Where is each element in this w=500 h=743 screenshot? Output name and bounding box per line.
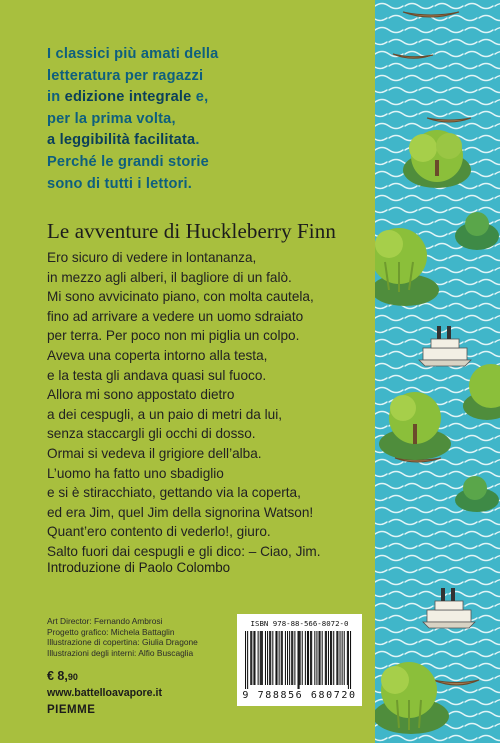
blurb-text: e, — [191, 89, 209, 106]
excerpt-line: a dei cespugli, a un paio di metri da lui, — [47, 406, 283, 422]
blurb-highlight: edizione integrale — [64, 89, 192, 106]
price-cents: 90 — [67, 672, 78, 682]
blurb-line: sono di tutti i lettori. — [47, 175, 193, 192]
excerpt-line: fino ad arrivare a vedere un uomo sdraiato — [47, 308, 304, 324]
barcode — [237, 614, 362, 706]
excerpt-line: Ero sicuro di vedere in lontananza, — [47, 250, 257, 265]
excerpt-line: senza staccargli gli occhi di dosso. — [47, 426, 256, 442]
blurb-line: letteratura per ragazzi — [47, 67, 204, 84]
publisher-name: PIEMME — [47, 704, 96, 716]
river-illustration — [375, 0, 500, 743]
series-blurb — [47, 44, 367, 195]
excerpt-line: Salto fuori dai cespugli e gli dico: – Ciao, Jim. — [47, 543, 321, 559]
publisher-website[interactable]: www.battelloavapore.it — [47, 687, 162, 699]
book-title: Le avventure di Huckleberry Finn — [47, 219, 336, 243]
excerpt-line: Ormai si vedeva il grigiore dell’alba. — [47, 445, 262, 461]
excerpt-line: ed era Jim, quel Jim della signorina Watson! — [47, 504, 314, 520]
excerpt-line: Mi sono avvicinato piano, con molta cautela, — [47, 289, 314, 305]
production-credits — [47, 616, 198, 658]
introduction-credit: Introduzione di Paolo Colombo — [47, 560, 231, 575]
blurb-highlight: a leggibilità facilitata — [47, 132, 196, 149]
ean-digits: 9 788856 680720 — [242, 690, 357, 701]
blurb-text: in — [47, 89, 65, 106]
excerpt-line: L’uomo ha fatto uno sbadiglio — [47, 465, 224, 481]
credit-line: Progetto grafico: Michela Battaglin — [47, 626, 175, 637]
blurb-line: per la prima volta, — [47, 110, 176, 127]
credit-line: Art Director: Fernando Ambrosi — [47, 616, 163, 626]
credit-line: Illustrazione di copertina: Giulia Dragone — [47, 637, 198, 648]
excerpt-line: Allora mi sono appostato dietro — [47, 387, 235, 403]
blurb-line: I classici più amati della — [47, 46, 219, 62]
blurb-line: Perché le grandi storie — [47, 153, 209, 170]
price — [47, 669, 78, 683]
credit-line: Illustrazioni degli interni: Alfio Buscaglia — [47, 647, 194, 658]
excerpt-line: in mezzo agli alberi, il bagliore di un falò. — [47, 269, 292, 285]
barcode-bars — [245, 631, 354, 689]
excerpt — [47, 248, 367, 562]
blurb-text: . — [195, 132, 200, 149]
excerpt-line: e si è stiracchiato, gettando via la coperta, — [47, 485, 301, 501]
blurb-line — [47, 87, 367, 109]
excerpt-line: e la testa gli andava quasi sul fuoco. — [47, 367, 267, 383]
isbn-label: ISBN 978-88-566-8072-0 — [250, 619, 349, 628]
blurb-line — [47, 130, 367, 152]
excerpt-line: Quant’ero contento di vederlo!, giuro. — [47, 524, 271, 540]
price-main: € 8, — [47, 669, 68, 683]
excerpt-line: per terra. Per poco non mi piglia un colpo. — [47, 328, 300, 344]
river-scene — [375, 0, 500, 743]
excerpt-line: Aveva una coperta intorno alla testa, — [47, 347, 268, 363]
